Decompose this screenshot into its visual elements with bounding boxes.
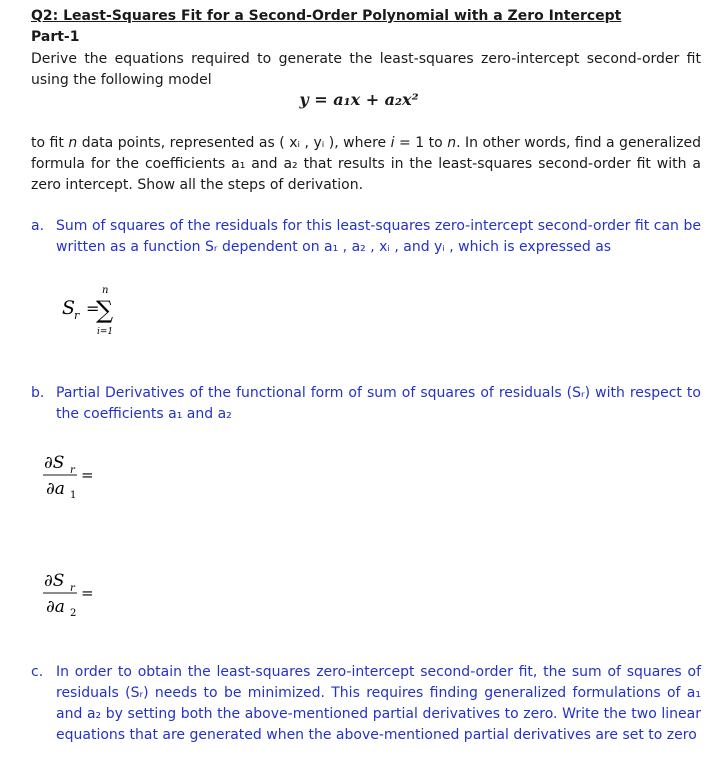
- model-equation: y = a₁x + a₂x²: [299, 90, 419, 109]
- equals-sign-a2: =: [81, 584, 94, 602]
- item-c-text: In order to obtain the least-squares zero-intercept second-order fit, the sum of squares of residuals (Sᵣ) needs to be minimized. This requires finding generalized formulations of a₁ and a₂ by setting both the above-mentioned partial derivatives to zero. Write the two linear equations that are generated when the above-mentioned partial derivatives are set to zero: [56, 664, 701, 743]
- explanation-range: = 1 to: [394, 135, 448, 151]
- item-c-letter: c.: [31, 664, 44, 680]
- partial-numerator-sub-a1: r: [70, 465, 75, 476]
- sum-icon: ∑: [96, 296, 114, 324]
- partial-derivative-a1: [40, 448, 110, 502]
- partial-derivative-a2: [40, 566, 110, 620]
- partial-numerator-sub-a2: r: [70, 583, 75, 594]
- intro-paragraph: Derive the equations required to generate the least-squares zero-intercept second-order fit using the following model: [31, 51, 701, 88]
- item-a: [31, 216, 701, 258]
- sr-subscript: r: [74, 309, 80, 322]
- sr-symbol: S: [62, 297, 76, 319]
- equals-sign-a1: =: [81, 466, 94, 484]
- equals-sign: =: [86, 299, 100, 318]
- item-a-letter: a.: [31, 218, 45, 234]
- item-b: [31, 383, 701, 425]
- explanation-i: i: [390, 135, 395, 151]
- explanation-n2: n: [447, 135, 457, 151]
- sum-upper-limit: n: [102, 285, 109, 296]
- sum-lower-limit: i=1: [97, 327, 114, 337]
- part-heading: Part-1: [31, 29, 80, 45]
- partial-denominator-a2: ∂a: [46, 597, 65, 617]
- sum-of-squares-formula: [60, 280, 150, 340]
- explanation-n: n: [68, 135, 78, 151]
- partial-denominator-a1: ∂a: [46, 479, 65, 499]
- item-c: [31, 662, 701, 746]
- partial-numerator-a2: ∂S: [44, 571, 65, 591]
- explanation-mid: data points, represented as ( xᵢ , yᵢ ), where: [77, 135, 391, 151]
- explanation-rest: . In other words, find a generalized formula for the coefficients a₁ and a₂ that results in the least-squares second-order fit with a zero intercept. Show all the steps of derivation.: [31, 135, 702, 193]
- partial-numerator-a1: ∂S: [44, 453, 65, 473]
- item-a-text: Sum of squares of the residuals for this least-squares zero-intercept second-order fit can be written as a function Sᵣ dependent on a₁ , a₂ , xᵢ , and yᵢ , which is expressed as: [56, 218, 701, 255]
- partial-denominator-sub-a2: 2: [70, 608, 77, 619]
- item-b-text: Partial Derivatives of the functional form of sum of squares of residuals (Sᵣ) with respect to the coefficients a₁ and a₂: [56, 385, 701, 422]
- explanation-pre: to fit: [31, 135, 69, 151]
- item-b-letter: b.: [31, 385, 45, 401]
- partial-denominator-sub-a1: 1: [70, 490, 77, 501]
- explanation-paragraph: [31, 133, 701, 196]
- question-title: Q2: Least-Squares Fit for a Second-Order Polynomial with a Zero Intercept: [31, 8, 622, 24]
